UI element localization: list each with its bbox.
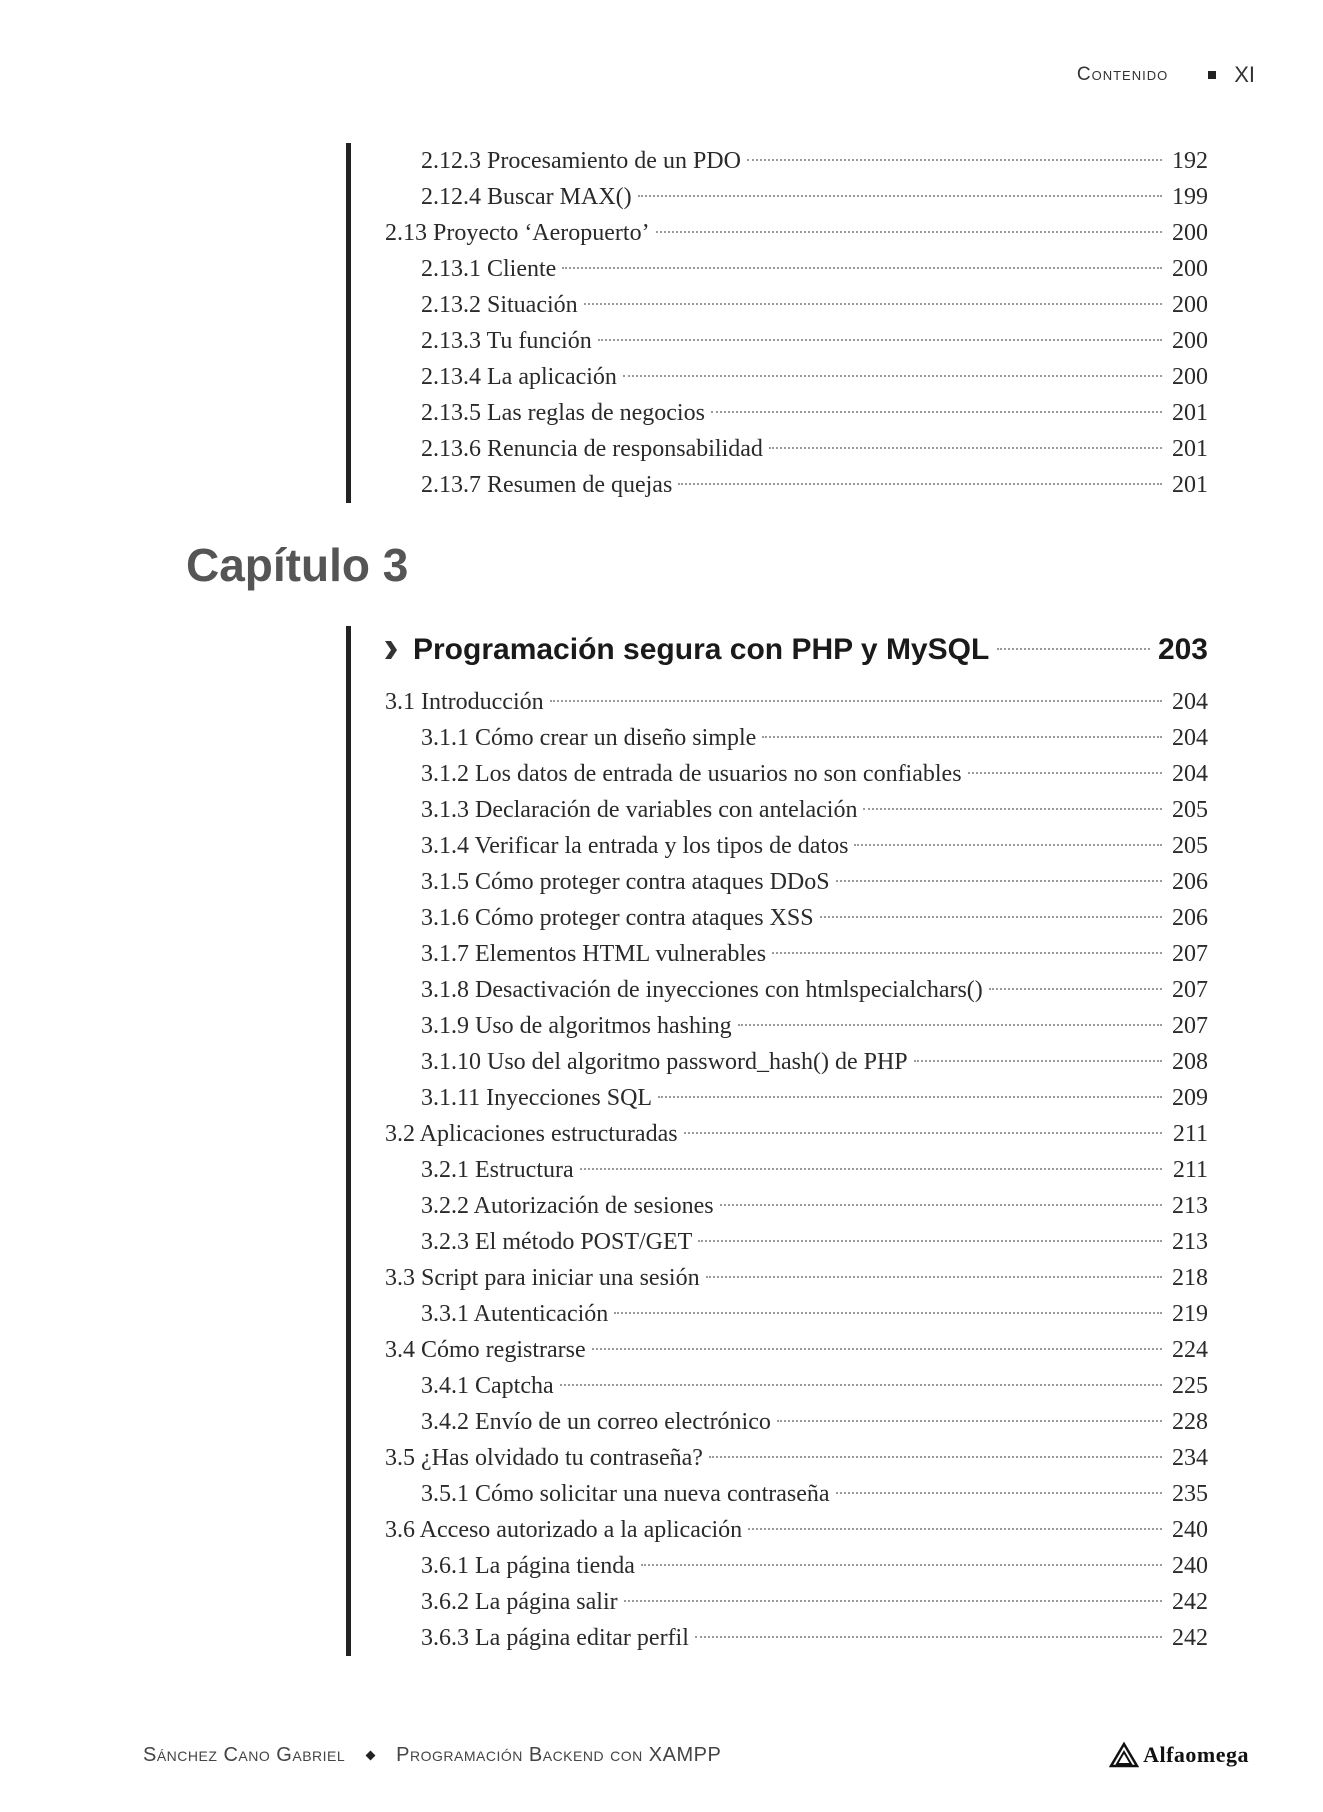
toc-entry-page: 201 (1172, 436, 1208, 462)
toc-entry-page: 228 (1172, 1409, 1208, 1435)
toc-entry[interactable] (351, 1260, 1211, 1296)
dot-leader (747, 159, 1162, 161)
toc-entry-label: 3.2.2 Autorización de sesiones (421, 1193, 714, 1219)
toc-entry-label: 2.12.4 Buscar MAX() (421, 184, 632, 210)
toc-entry-page: 224 (1172, 1337, 1208, 1363)
toc-entry-label: 3.6.1 La página tienda (421, 1553, 635, 1579)
dot-leader (562, 267, 1162, 269)
toc-entry[interactable] (351, 972, 1211, 1008)
dot-leader (592, 1348, 1162, 1350)
toc-entry-page: 204 (1172, 689, 1208, 715)
toc-entry-page: 209 (1172, 1085, 1208, 1111)
dot-leader (641, 1564, 1162, 1566)
dot-leader (656, 231, 1162, 233)
toc-entry-label: 2.13 Proyecto ‘Aeropuerto’ (385, 220, 650, 246)
toc-entry-page: 234 (1172, 1445, 1208, 1471)
toc-entry-label: 2.13.3 Tu función (421, 328, 592, 354)
dot-leader (678, 483, 1162, 485)
toc-entry[interactable] (351, 467, 1211, 503)
toc-entry-page: 204 (1172, 761, 1208, 787)
toc-entry-label: 3.6.3 La página editar perfil (421, 1625, 689, 1651)
toc-entry[interactable] (351, 1548, 1211, 1584)
toc-entry-label: 3.2.1 Estructura (421, 1157, 574, 1183)
dot-leader (738, 1024, 1162, 1026)
toc-entry-page: 201 (1172, 472, 1208, 498)
toc-entry[interactable] (351, 215, 1211, 251)
toc-entry-page: 200 (1172, 292, 1208, 318)
toc-entry-page: 218 (1172, 1265, 1208, 1291)
dot-leader (820, 916, 1162, 918)
toc-entry-page: 225 (1172, 1373, 1208, 1399)
toc-entry[interactable] (351, 1332, 1211, 1368)
dot-leader (914, 1060, 1162, 1062)
dot-leader (863, 808, 1162, 810)
dot-leader (720, 1204, 1162, 1206)
dot-leader (580, 1168, 1162, 1170)
toc-entry-page: 205 (1172, 797, 1208, 823)
toc-entry-label: 3.4.2 Envío de un correo electrónico (421, 1409, 771, 1435)
toc-entry[interactable] (351, 1368, 1211, 1404)
dot-leader (598, 339, 1162, 341)
toc-entry[interactable] (351, 1224, 1211, 1260)
toc-entry-label: 3.3 Script para iniciar una sesión (385, 1265, 700, 1291)
toc-entry[interactable] (351, 936, 1211, 972)
toc-entry[interactable] (351, 792, 1211, 828)
toc-entry-page: 200 (1172, 328, 1208, 354)
toc-entry-page: 206 (1172, 869, 1208, 895)
page-footer (143, 1742, 1249, 1768)
toc-entry[interactable] (351, 1116, 1211, 1152)
toc-entry-label: 2.13.2 Situación (421, 292, 578, 318)
dot-leader (711, 411, 1162, 413)
toc-entry-page: 235 (1172, 1481, 1208, 1507)
dot-leader (769, 447, 1162, 449)
toc-entry[interactable] (351, 251, 1211, 287)
toc-entry-page: 240 (1172, 1517, 1208, 1543)
toc-entry-label: 2.13.4 La aplicación (421, 364, 617, 390)
toc-entry-label: 2.12.3 Procesamiento de un PDO (421, 148, 741, 174)
dot-leader (836, 880, 1162, 882)
toc-entry-page: 206 (1172, 905, 1208, 931)
toc-entry-label: 3.1.10 Uso del algoritmo password_hash() de PHP (421, 1049, 908, 1075)
dot-leader (695, 1636, 1162, 1638)
footer-book-title: Programación Backend con XAMPP (396, 1743, 722, 1766)
toc-entry-page: 242 (1172, 1625, 1208, 1651)
toc-entry[interactable] (351, 1188, 1211, 1224)
toc-entry-page: 208 (1172, 1049, 1208, 1075)
toc-entry[interactable] (351, 828, 1211, 864)
toc-entry[interactable] (351, 179, 1211, 215)
chapter-title-entry[interactable] (351, 626, 1211, 674)
dot-leader (997, 648, 1150, 650)
toc-entry-label: 3.1 Introducción (385, 689, 544, 715)
toc-entry[interactable] (351, 720, 1211, 756)
toc-entry[interactable] (351, 1080, 1211, 1116)
diamond-icon (366, 1750, 376, 1760)
toc-entry[interactable] (351, 1008, 1211, 1044)
toc-entry[interactable] (351, 1044, 1211, 1080)
toc-entry[interactable] (351, 1296, 1211, 1332)
toc-entry-page: 199 (1172, 184, 1208, 210)
alfaomega-logo-icon (1109, 1742, 1139, 1768)
toc-entry-page: 204 (1172, 725, 1208, 751)
header-section: Contenido (1076, 64, 1169, 85)
dot-leader (684, 1132, 1162, 1134)
toc-entry-page: 200 (1172, 256, 1208, 282)
toc-entry-label: 3.1.8 Desactivación de inyecciones con htmlspecialchars() (421, 977, 983, 1003)
running-header (1077, 60, 1255, 90)
dot-leader (623, 375, 1162, 377)
dot-leader (706, 1276, 1162, 1278)
toc-entry-label: 3.4.1 Captcha (421, 1373, 554, 1399)
toc-entry[interactable] (351, 359, 1211, 395)
toc-entry-page: 200 (1172, 220, 1208, 246)
toc-entry-page: 207 (1172, 1013, 1208, 1039)
toc-entry-page: 207 (1172, 977, 1208, 1003)
toc-entry-label: 3.6.2 La página salir (421, 1589, 618, 1615)
toc-entry-label: 3.1.1 Cómo crear un diseño simple (421, 725, 757, 751)
toc-entry-label: 2.13.5 Las reglas de negocios (421, 400, 705, 426)
dot-leader (550, 700, 1162, 702)
toc-entry-label: 3.5.1 Cómo solicitar una nueva contraseña (421, 1481, 830, 1507)
toc-entry[interactable] (351, 1620, 1211, 1656)
toc-entry-page: 200 (1172, 364, 1208, 390)
toc-entry-label: 3.1.7 Elementos HTML vulnerables (421, 941, 767, 967)
toc-entry-page: 201 (1172, 400, 1208, 426)
toc-entry-page: 205 (1172, 833, 1208, 859)
page-number: XI (1234, 62, 1255, 87)
dot-leader (624, 1600, 1162, 1602)
toc-entry-page: 219 (1172, 1301, 1208, 1327)
toc-entry[interactable] (351, 756, 1211, 792)
toc-entry[interactable] (351, 323, 1211, 359)
toc-entry-label: 3.1.5 Cómo proteger contra ataques DDoS (421, 869, 830, 895)
chevron-right-icon (385, 641, 397, 659)
toc-entry[interactable] (351, 1440, 1211, 1476)
toc-entry[interactable] (351, 1476, 1211, 1512)
footer-author: Sánchez Cano Gabriel (143, 1743, 346, 1766)
dot-leader (658, 1096, 1162, 1098)
dot-leader (989, 988, 1162, 990)
toc-entry-page: 211 (1172, 1121, 1208, 1147)
toc-entry-page: 207 (1172, 941, 1208, 967)
dot-leader (762, 736, 1162, 738)
toc-entry-label: 3.1.3 Declaración de variables con antelación (421, 797, 858, 823)
toc-entry[interactable] (351, 1152, 1211, 1188)
toc-entry-label: 3.4 Cómo registrarse (385, 1337, 586, 1363)
dot-leader (968, 772, 1162, 774)
chapter-title: Programación segura con PHP y MySQL (413, 633, 990, 666)
toc-entry[interactable] (351, 864, 1211, 900)
square-bullet-icon (1208, 71, 1216, 79)
toc-entry-label: 3.2 Aplicaciones estructuradas (385, 1121, 678, 1147)
toc-entry[interactable] (351, 143, 1211, 179)
toc-entry-label: 2.13.6 Renuncia de responsabilidad (421, 436, 763, 462)
dot-leader (709, 1456, 1162, 1458)
toc-entry-label: 3.1.11 Inyecciones SQL (421, 1085, 653, 1111)
dot-leader (748, 1528, 1162, 1530)
chapter-3-toc (346, 626, 1211, 1656)
publisher-logo (1109, 1742, 1249, 1768)
toc-entry[interactable] (351, 395, 1211, 431)
toc-entry-page: 240 (1172, 1553, 1208, 1579)
toc-entry[interactable] (351, 1584, 1211, 1620)
dot-leader (560, 1384, 1162, 1386)
dot-leader (777, 1420, 1162, 1422)
dot-leader (698, 1240, 1162, 1242)
dot-leader (854, 844, 1162, 846)
chapter-3-entries (351, 684, 1211, 1656)
chapter-page: 203 (1157, 633, 1208, 666)
dot-leader (772, 952, 1162, 954)
toc-entry-page: 213 (1172, 1193, 1208, 1219)
toc-entry[interactable] (351, 1404, 1211, 1440)
toc-entry-page: 192 (1172, 148, 1208, 174)
toc-entry-label: 3.6 Acceso autorizado a la aplicación (385, 1517, 743, 1543)
toc-entry-label: 3.5 ¿Has olvidado tu contraseña? (385, 1445, 703, 1471)
toc-entry-label: 3.1.4 Verificar la entrada y los tipos de datos (421, 833, 849, 859)
dot-leader (614, 1312, 1162, 1314)
dot-leader (836, 1492, 1162, 1494)
toc-entry-label: 3.1.9 Uso de algoritmos hashing (421, 1013, 732, 1039)
toc-entry-label: 2.13.7 Resumen de quejas (421, 472, 673, 498)
toc-entry[interactable] (351, 287, 1211, 323)
toc-entry[interactable] (351, 1512, 1211, 1548)
chapter-label: Capítulo 3 (186, 539, 409, 591)
toc-entry-label: 3.1.6 Cómo proteger contra ataques XSS (421, 905, 814, 931)
toc-entry-label: 3.1.2 Los datos de entrada de usuarios no son confiables (421, 761, 962, 787)
toc-continuation-list (346, 143, 1211, 503)
toc-entry-page: 242 (1172, 1589, 1208, 1615)
toc-entry-page: 211 (1172, 1157, 1208, 1183)
toc-entry[interactable] (351, 900, 1211, 936)
publisher-name: Alfaomega (1143, 1742, 1249, 1767)
dot-leader (584, 303, 1162, 305)
toc-entry-label: 2.13.1 Cliente (421, 256, 557, 282)
toc-entry[interactable] (351, 684, 1211, 720)
toc-entry-label: 3.3.1 Autenticación (421, 1301, 609, 1327)
toc-entry-page: 213 (1172, 1229, 1208, 1255)
toc-entry[interactable] (351, 431, 1211, 467)
dot-leader (638, 195, 1162, 197)
toc-entry-label: 3.2.3 El método POST/GET (421, 1229, 693, 1255)
